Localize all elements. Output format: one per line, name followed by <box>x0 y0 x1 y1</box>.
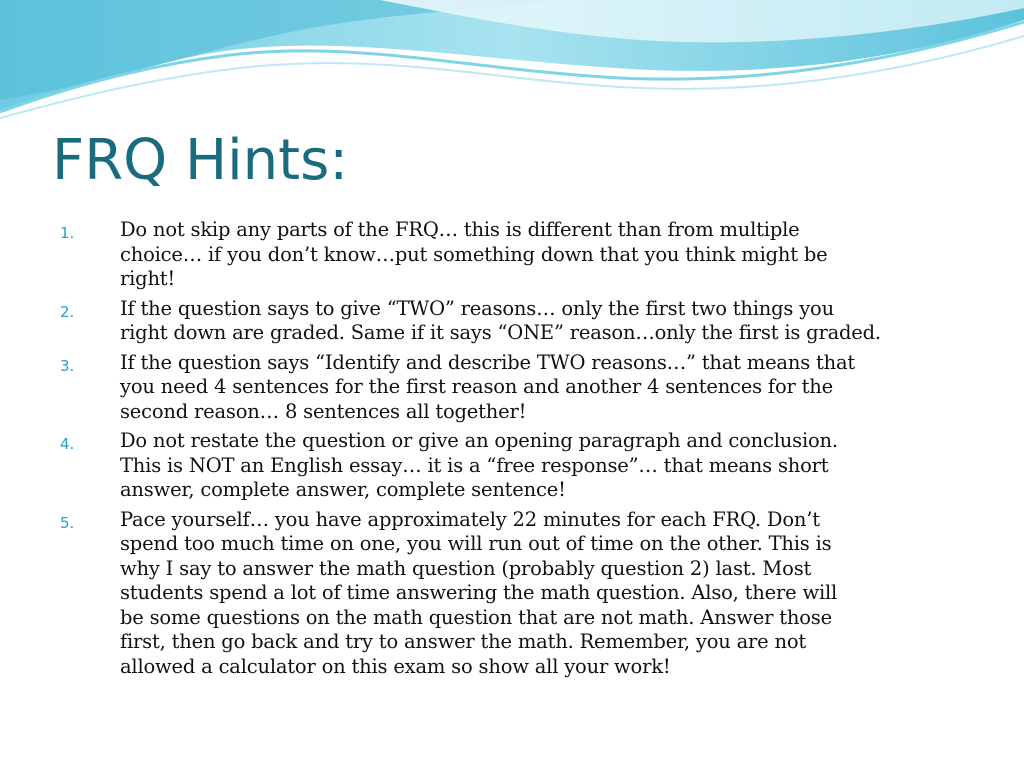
list-item <box>60 508 990 680</box>
text-line: students spend a lot of time answering the math question. Also, there will <box>120 581 838 604</box>
text-line: be some questions on the math question that are not math. Answer those <box>120 605 832 629</box>
wave-decoration <box>0 0 1024 130</box>
text-line: Pace yourself… you have approximately 22 minutes for each FRQ. Don’t <box>120 507 820 531</box>
item-number: 2. <box>60 302 75 321</box>
item-number: 5. <box>60 513 75 532</box>
item-text <box>120 351 990 425</box>
hints-list <box>60 218 990 684</box>
text-line: This is NOT an English essay… it is a “free response”… that means short <box>120 453 829 477</box>
text-line: choice… if you don’t know…put something down that you think might be <box>120 242 828 266</box>
list-item <box>60 218 990 292</box>
text-line: right! <box>120 267 176 290</box>
text-line: first, then go back and try to answer the math. Remember, you are not <box>120 630 807 653</box>
list-item <box>60 351 990 425</box>
list-item <box>60 297 990 346</box>
item-text <box>120 297 990 346</box>
item-number: 4. <box>60 435 75 453</box>
slide-title: FRQ Hints: <box>52 128 349 193</box>
item-number: 3. <box>60 356 75 375</box>
text-line: Do not skip any parts of the FRQ… this is different than from multiple <box>120 218 800 241</box>
text-line: why I say to answer the math question (probably question 2) last. Most <box>120 556 812 580</box>
text-line: right down are graded. Same if it says “ONE” reason…only the first is graded. <box>120 321 881 344</box>
text-line: If the question says “Identify and describe TWO reasons…” that means that <box>120 350 856 374</box>
text-line: answer, complete answer, complete sentence! <box>120 478 566 501</box>
text-line: spend too much time on one, you will run out of time on the other. This is <box>120 532 832 555</box>
item-text <box>120 508 990 680</box>
list-item <box>60 429 990 503</box>
text-line: you need 4 sentences for the first reason and another 4 sentences for the <box>120 375 833 398</box>
item-text <box>120 429 990 503</box>
item-text <box>120 218 990 292</box>
text-line: allowed a calculator on this exam so show all your work! <box>120 654 671 678</box>
item-number: 1. <box>60 224 75 242</box>
text-line: second reason… 8 sentences all together! <box>120 399 527 423</box>
text-line: Do not restate the question or give an opening paragraph and conclusion. <box>120 429 838 452</box>
text-line: If the question says to give “TWO” reasons… only the first two things you <box>120 296 834 320</box>
